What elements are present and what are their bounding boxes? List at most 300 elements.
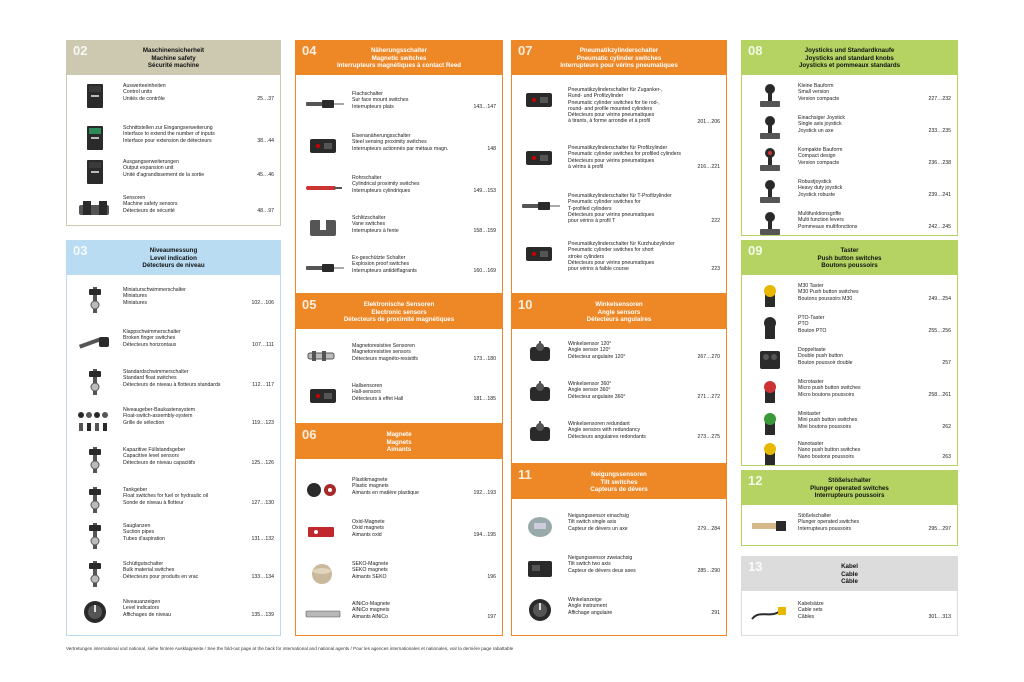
product-description-line: Interrupteurs cylindriques — [352, 187, 411, 194]
page-range[interactable]: 133…134 — [251, 573, 274, 580]
product-description-line: Miniatures — [123, 293, 147, 300]
section-title — [296, 295, 502, 324]
alnico-magnet-icon — [304, 601, 344, 627]
section-title-line: Niveaumessung — [149, 247, 198, 254]
product-description-line: Winkelanzeige — [568, 597, 602, 603]
product-description — [568, 241, 720, 272]
short-stroke-cylinder-switch-icon — [520, 241, 560, 267]
product-description-line: Bouton PTO — [798, 327, 827, 334]
section-title-line: Magnetic switches — [371, 54, 427, 62]
product-description-line: Schnittstellen zur Eingangserweiterung — [123, 125, 213, 131]
product-description-line: Niveaugeber-Baukastensystem — [123, 407, 196, 413]
product-description-line: AlNiCo magnets — [352, 607, 390, 614]
safety-relay-icon — [75, 83, 115, 109]
page-range[interactable]: 148 — [487, 145, 496, 152]
section-header — [512, 295, 726, 329]
product-description-line: Kompakte Bauform — [798, 147, 843, 153]
product-description-line: Capteur de dévers un axe — [568, 525, 628, 532]
profiled-cylinder-switch-icon — [520, 145, 560, 171]
explosion-proof-switch-icon — [304, 255, 344, 281]
page-range[interactable]: 239…241 — [928, 191, 951, 198]
section-title-line: Tilt switches — [600, 478, 638, 486]
product-description-line: Unités de contrôle — [123, 95, 165, 102]
section-title-line: Joysticks und Standardknaufe — [804, 47, 895, 54]
page-range[interactable]: 194…195 — [473, 531, 496, 538]
oxide-magnet-icon — [304, 519, 344, 545]
section-number: 10 — [518, 297, 533, 312]
page-range[interactable]: 242…245 — [928, 223, 951, 230]
product-description-line: M30 Push button switches — [798, 289, 859, 296]
product-description-line: Einachsiger Joystick — [798, 115, 845, 121]
section-pneumatic-cylinder-switches — [511, 40, 727, 294]
cylindrical-switch-icon — [304, 175, 344, 201]
product-description-line: Pneumatikzylinderschalter für Zuganker-, — [568, 87, 663, 93]
page-range[interactable]: 262 — [942, 423, 951, 430]
product-description-line: Nano boutons poussoirs — [798, 453, 854, 460]
page-range[interactable]: 181…185 — [473, 395, 496, 402]
section-title — [67, 241, 280, 270]
product-description-line: Kleine Bauform — [798, 83, 834, 89]
product-description-line: Steel sensing proximity switches — [352, 139, 427, 146]
product-description-line: Flachschalter — [352, 91, 383, 97]
section-title-line: Näherungsschalter — [370, 47, 428, 54]
page-range[interactable]: 143…147 — [473, 103, 496, 110]
product-description-line: Micro push button switches — [798, 385, 861, 392]
section-title — [742, 241, 957, 270]
page-range[interactable]: 173…180 — [473, 355, 496, 362]
page-range[interactable]: 196 — [487, 573, 496, 580]
section-title-line: Cable — [841, 570, 858, 578]
section-title-line: Stößelschalter — [828, 477, 871, 484]
product-description-line: stroke cylinders — [568, 253, 605, 260]
page-range[interactable]: 45…46 — [257, 171, 274, 178]
product-description-line: Tubes d'aspiration — [123, 535, 166, 542]
product-description-line: Aimants SEKO — [352, 573, 387, 580]
page-range[interactable]: 227…232 — [928, 95, 951, 102]
page-range[interactable]: 158…159 — [473, 227, 496, 234]
product-description-line: Compact design — [798, 153, 836, 160]
section-title-line: Maschinensicherheit — [142, 47, 205, 54]
product-description-line: Pneumatic cylinder switches for short — [568, 247, 654, 254]
product-description-line: Angle sensor 360° — [568, 387, 611, 394]
product-description-line: Winkelsensoren redundant — [568, 421, 630, 427]
section-title — [512, 295, 726, 324]
product-description-line: Aimants AlNiCo — [352, 613, 389, 620]
product-description — [352, 601, 496, 620]
section-title-line: Sécurité machine — [147, 62, 200, 70]
section-number: 06 — [302, 427, 317, 442]
product-description-line: Mini boutons poussoirs — [798, 423, 852, 430]
product-description-line: Détecteurs pour produits en vrac — [123, 573, 199, 580]
product-description-line: Détecteurs horizontaux — [123, 341, 177, 348]
section-number: 12 — [748, 473, 763, 488]
section-title — [512, 465, 726, 494]
page-range[interactable]: 222 — [711, 218, 720, 225]
tank-sender-icon — [75, 487, 115, 513]
product-description-line: Sur face mount switches — [352, 97, 409, 104]
section-title-line: Joysticks and standard knobs — [805, 54, 894, 62]
product-description-line: Vane switches — [352, 221, 386, 228]
single-axis-joystick-icon — [750, 115, 790, 141]
page-range[interactable]: 192…193 — [473, 489, 496, 496]
section-number: 11 — [518, 467, 532, 482]
product-description-line: Détecteurs magnéto-resistifs — [352, 355, 419, 362]
product-description-line: Capacitive level sensors — [123, 453, 179, 460]
product-description-line: Oxid-Magnete — [352, 519, 385, 525]
product-description-line: SEKO-Magnete — [352, 561, 389, 567]
product-description-line: Micro boutons poussoirs — [798, 391, 855, 398]
product-description — [798, 441, 951, 460]
product-description-line: AlNiCo-Magnete — [352, 601, 391, 607]
product-description — [568, 193, 720, 224]
page-range[interactable]: 216…221 — [697, 163, 720, 170]
page-range[interactable]: 263 — [942, 453, 951, 460]
page-range[interactable]: 38…44 — [257, 137, 274, 144]
product-description-line: Pneumatikzylinderschalter für Profilzylinder — [568, 145, 668, 151]
page-range[interactable]: 257 — [942, 359, 951, 366]
product-description-line: Détecteur angulaire 360° — [568, 393, 626, 400]
page-range[interactable]: 48…97 — [257, 207, 274, 214]
section-number: 13 — [748, 559, 763, 574]
page-range[interactable]: 249…254 — [928, 295, 951, 302]
section-title-line: Interrupteurs pour vérins pneumatiques — [560, 62, 678, 70]
hall-sensor-icon — [304, 383, 344, 409]
page-range[interactable]: 236…238 — [928, 159, 951, 166]
section-title-line: Neigungssensoren — [591, 471, 647, 478]
product-description-line: Interrupteurs poussoirs — [798, 525, 852, 532]
product-description-line: Minitaster — [798, 411, 821, 417]
section-title-line: Joysticks et pommeaux standards — [798, 62, 901, 70]
product-description-line: Magnetoresistive sensors — [352, 349, 411, 356]
tilt-switch-single-axis-icon — [520, 513, 560, 539]
product-description-line: Cylindrical proximity switches — [352, 181, 420, 188]
product-description-line: Hall-sensors — [352, 389, 381, 396]
product-description-line: Pneumatic cylinder switches for — [568, 199, 641, 206]
section-header — [742, 471, 957, 505]
section-number: 09 — [748, 243, 763, 258]
page-range[interactable]: 258…261 — [928, 391, 951, 398]
product-description-line: Tilt switch single axis — [568, 519, 617, 526]
vane-switch-icon — [304, 215, 344, 241]
product-description-line: Schüttgutschalter — [123, 561, 164, 567]
product-description-line: Unité d'agrandissement de la sortie — [123, 171, 205, 178]
section-title-line: Winkelsensoren — [595, 301, 643, 308]
section-title-line: Aimants — [386, 446, 412, 454]
page-range[interactable]: 107…111 — [252, 341, 274, 348]
product-description-line: T-profiled cylinders — [568, 205, 612, 212]
product-description — [798, 411, 951, 430]
product-description-line: Bouton poussoir double — [798, 359, 853, 366]
product-description-line: Joystick robuste — [798, 191, 836, 198]
page-range[interactable]: 223 — [711, 266, 720, 273]
section-push-buttons — [741, 240, 958, 466]
product-description-line: Winkelsensor 360° — [568, 381, 612, 387]
section-header — [512, 465, 726, 499]
section-title-line: Pneumatic cylinder switches — [576, 54, 662, 62]
product-description-line: Détecteurs de niveau capacitifs — [123, 459, 196, 466]
product-description-line: Interface to extend the number of inputs — [123, 131, 215, 138]
expansion-module-icon — [75, 159, 115, 185]
redundant-angle-sensor-icon — [520, 421, 560, 447]
suction-pipe-icon — [75, 523, 115, 549]
section-title-line: Kabel — [841, 563, 858, 570]
product-description-line: Interrupteurs à fente — [352, 227, 399, 234]
product-description-line: Magnetoresistive Sensoren — [352, 343, 415, 349]
product-description-line: Version compacte — [798, 159, 840, 166]
product-description-line: Boutons poussoirs M30 — [798, 295, 853, 302]
product-description-line: Oxid magnets — [352, 525, 385, 532]
section-plunger-switches — [741, 470, 958, 546]
cable-set-icon — [750, 601, 790, 627]
product-description-line: Détecteurs pour vérins pneumatiques — [568, 211, 655, 218]
product-description-line: Détecteurs pour vérins pneumatiques — [568, 259, 655, 266]
nano-push-button-icon — [750, 441, 790, 467]
product-description-line: à tirants, à forme arrondie et à profil — [568, 118, 651, 125]
product-description-line: Miniaturschwimmerschalter — [123, 287, 186, 293]
product-description-line: Small version — [798, 89, 830, 96]
product-description-line: PTO — [798, 321, 809, 328]
miniature-float-switch-icon — [75, 287, 115, 313]
level-indicator-icon — [75, 599, 115, 625]
angle-sensor-360-icon — [520, 381, 560, 407]
section-title-line: Câble — [841, 578, 858, 586]
section-number: 08 — [748, 43, 763, 58]
product-description — [568, 597, 720, 616]
section-header — [296, 41, 502, 75]
product-description-line: Winkelsensor 120° — [568, 341, 612, 347]
page-range[interactable]: 279…284 — [697, 525, 720, 532]
broken-finger-switch-icon — [75, 329, 115, 355]
product-description — [352, 133, 496, 152]
section-title-line: Push button switches — [817, 254, 882, 262]
product-description-line: PTO-Taster — [798, 315, 825, 321]
section-level-indication — [66, 240, 281, 636]
page-range[interactable]: 197 — [487, 613, 496, 620]
product-description-line: Aimants en matière plastique — [352, 489, 419, 496]
section-header — [67, 241, 280, 275]
product-description-line: Auswerteeinheiten — [123, 83, 166, 89]
product-description-line: Capteur de dévers deux axes — [568, 567, 636, 574]
product-description-line: Single axis joystick — [798, 121, 842, 128]
micro-push-button-icon — [750, 379, 790, 405]
steel-sensing-switch-icon — [304, 133, 344, 159]
heavy-duty-joystick-icon — [750, 179, 790, 205]
product-description-line: Robustjoystick — [798, 179, 832, 185]
product-description-line: Angle sensors with redundancy — [568, 427, 641, 434]
product-description-line: pour vérins à profil T — [568, 218, 616, 225]
page-range[interactable]: 295…297 — [928, 525, 951, 532]
page-range[interactable]: 201…206 — [697, 118, 720, 125]
product-description-line: Détecteurs de sécurité — [123, 207, 175, 214]
product-description-line: Détecteurs angulaires redondants — [568, 433, 646, 440]
product-description-line: Plastikmagnete — [352, 477, 388, 483]
pto-button-icon — [750, 315, 790, 341]
product-description-line: Kabelsätze — [798, 601, 824, 607]
page-range[interactable]: 127…130 — [251, 499, 274, 506]
section-title-line: Taster — [840, 247, 859, 254]
product-description-line: Klappschwimmerschalter — [123, 329, 181, 335]
product-description-line: Sauglanzen — [123, 523, 151, 529]
product-description-line: Détecteur angulaire 120° — [568, 353, 626, 360]
product-description-line: Sonde de niveau à flotteur — [123, 499, 184, 506]
multifunction-lever-icon — [750, 211, 790, 237]
product-description-line: Rund- und Profilzylinder — [568, 93, 624, 100]
float-switch-assembly-icon — [75, 407, 115, 433]
product-description-line: Interrupteurs actionnés par métaux magn. — [352, 145, 449, 152]
product-description-line: Affichage angulaire — [568, 609, 613, 616]
page-range[interactable]: 125…126 — [251, 459, 274, 466]
product-description-line: Standard float switches — [123, 375, 177, 382]
product-description-line: Machine safety sensors — [123, 201, 178, 208]
product-description-line: Détecteurs de niveau à flotteurs standards — [123, 381, 221, 388]
section-title — [742, 471, 957, 500]
product-description — [123, 195, 274, 214]
section-title-line: Level indication — [150, 254, 197, 262]
product-description-line: Pommeaux multifonctions — [798, 223, 858, 230]
interface-module-icon — [75, 125, 115, 151]
safety-sensor-icon — [75, 195, 115, 221]
section-number: 03 — [73, 243, 88, 258]
product-description-line: Détecteurs à effet Hall — [352, 395, 404, 402]
product-description-line: Pneumatikzylinderschalter für Kurzhubzylinder — [568, 241, 675, 247]
page-range[interactable]: 131…132 — [251, 535, 274, 542]
section-title-line: Pneumatikzylinderschalter — [579, 47, 659, 54]
page-range[interactable]: 160…169 — [473, 267, 496, 274]
page-range[interactable]: 273…275 — [697, 433, 720, 440]
product-description-line: Pneumatic cylinder switches for tie rod-, — [568, 99, 660, 106]
section-number: 04 — [302, 43, 317, 58]
page-range[interactable]: 112…117 — [252, 381, 274, 388]
section-title-line: Electronic sensors — [371, 308, 427, 316]
product-description-line: Suction pipes — [123, 529, 155, 536]
product-description-line: M30 Taster — [798, 283, 824, 289]
product-description-line: Explosion proof switches — [352, 261, 410, 268]
section-header — [296, 295, 502, 329]
section-header — [742, 557, 957, 591]
section-machine-safety — [66, 40, 281, 226]
plunger-switch-icon — [750, 513, 790, 539]
product-description-line: pour vérins à faible course — [568, 266, 629, 273]
section-cable — [741, 556, 958, 636]
product-description-line: Float switches for fuel or hydraulic oil — [123, 493, 209, 500]
product-description-line: Nanotaster — [798, 441, 824, 447]
page-range[interactable]: 119…123 — [251, 419, 274, 426]
product-description-line: Standardschwimmerschalter — [123, 369, 189, 375]
page-range[interactable]: 233…235 — [928, 127, 951, 134]
product-description-line: Grille de sélection — [123, 419, 165, 426]
tilt-switch-two-axis-icon — [520, 555, 560, 581]
product-description-line: Plunger operated switches — [798, 519, 860, 526]
section-title-line: Magnete — [386, 431, 412, 438]
plastic-magnet-icon — [304, 477, 344, 503]
product-description-line: Pneumatic cylinder switches for profiled cylinders — [568, 151, 682, 158]
product-description-line: Output expansion unit — [123, 165, 174, 172]
section-header — [742, 41, 957, 75]
product-description-line: Tilt switch two axis — [568, 561, 611, 568]
page-range[interactable]: 291 — [711, 609, 720, 616]
seko-magnet-icon — [304, 561, 344, 587]
double-push-button-icon — [750, 347, 790, 373]
page-range[interactable]: 285…290 — [697, 567, 720, 574]
product-description-line: Interrupteurs plats — [352, 103, 394, 110]
page-range[interactable]: 301…313 — [928, 613, 951, 620]
product-description-line: Affichages de niveau — [123, 611, 172, 618]
product-description-line: Multifunktionsgriffe — [798, 211, 842, 217]
section-title — [296, 41, 502, 70]
compact-joystick-icon — [750, 147, 790, 173]
page-range[interactable]: 271…272 — [697, 393, 720, 400]
product-description-line: Stößelschalter — [798, 513, 832, 519]
product-description-line: Sensoren — [123, 195, 146, 201]
product-description-line: Miniatures — [123, 299, 147, 306]
section-number: 02 — [73, 43, 88, 58]
section-tilt-switches — [511, 464, 727, 636]
angle-sensor-120-icon — [520, 341, 560, 367]
magnetoresistive-sensor-icon — [304, 343, 344, 369]
section-title-line: Détecteurs de proximité magnétiques — [343, 316, 455, 324]
product-description — [123, 83, 274, 102]
product-description-line: Pneumatikzylinderschalter für T-Profilzylinder — [568, 193, 672, 199]
section-electronic-sensors — [295, 294, 503, 424]
product-description-line: Heavy duty joystick — [798, 185, 843, 192]
product-description-line: Rohrschalter — [352, 175, 382, 181]
section-title-line: Détecteurs angulaires — [586, 316, 652, 324]
section-title — [296, 425, 502, 454]
section-title-line: Détecteurs de niveau — [142, 262, 205, 270]
page-range[interactable]: 267…270 — [697, 353, 720, 360]
page-range[interactable]: 149…153 — [473, 187, 496, 194]
product-description-line: SEKO magnets — [352, 567, 388, 574]
section-number: 07 — [518, 43, 533, 58]
standard-float-switch-icon — [75, 369, 115, 395]
section-title-line: Angle sensors — [597, 308, 641, 316]
section-angle-sensors — [511, 294, 727, 464]
product-description-line: Nano push button switches — [798, 447, 861, 454]
product-description-line: Cable sets — [798, 607, 823, 614]
capacitive-level-sensor-icon — [75, 447, 115, 473]
section-title — [742, 557, 957, 586]
section-title-line: Boutons poussoirs — [821, 262, 878, 270]
product-description-line: Ausgangserweiterungen — [123, 159, 179, 165]
tie-rod-cylinder-switch-icon — [520, 87, 560, 113]
product-description-line: Interface pour extension de détecteurs — [123, 137, 212, 144]
page-range[interactable]: 102…106 — [251, 299, 274, 306]
product-description-line: Neigungssensor zweiachsig — [568, 555, 633, 561]
product-description-line: round- and profile mounted cylinders — [568, 105, 653, 112]
section-magnetic-switches — [295, 40, 503, 294]
product-description-line: Schlitzschalter — [352, 215, 386, 221]
product-description-line: Niveauanzeigen — [123, 599, 161, 605]
page-range[interactable]: 135…139 — [251, 611, 274, 618]
angle-instrument-icon — [520, 597, 560, 623]
section-title — [742, 41, 957, 70]
product-description — [798, 347, 951, 366]
product-description-line: Détecteurs pour vérins pneumatiques — [568, 157, 655, 164]
product-description-line: Détecteurs pour vérins pneumatiques — [568, 112, 655, 119]
page-range[interactable]: 25…37 — [257, 95, 274, 102]
product-description-line: Multi function levers — [798, 217, 844, 224]
bulk-material-switch-icon — [75, 561, 115, 587]
product-description-line: Broken finger switches — [123, 335, 176, 342]
footer-note: Vertretungen international und national, siehe hintere Ausklappseite / See the fold-out page at the back for international and national agents / Pour les agences internationales et nationales, voir la dernière page rabattable — [66, 646, 514, 651]
product-description-line: Level indicators — [123, 605, 160, 612]
section-title — [512, 41, 726, 70]
section-title-line: Plunger operated switches — [810, 484, 889, 492]
product-description-line: Mini push button switches — [798, 417, 858, 424]
t-profile-cylinder-switch-icon — [520, 193, 560, 219]
page-range[interactable]: 255…256 — [928, 327, 951, 334]
section-title-line: Magnets — [386, 438, 412, 446]
